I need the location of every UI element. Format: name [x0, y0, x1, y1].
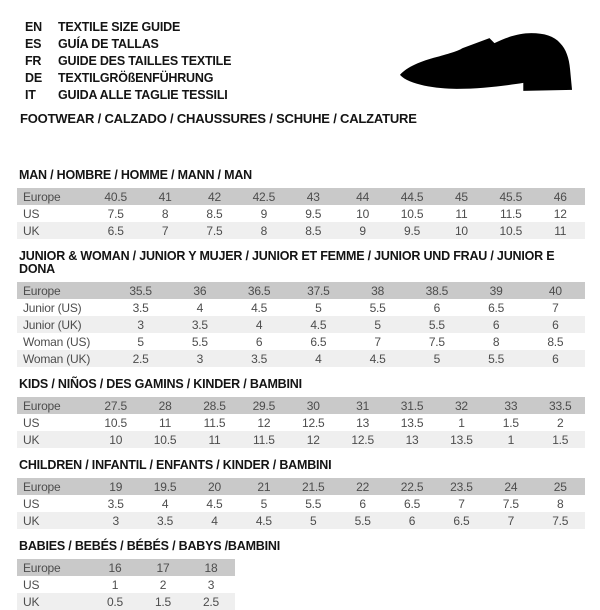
- table-row: [17, 576, 235, 593]
- size-cell: 3: [207, 577, 215, 592]
- row-label: US: [23, 206, 40, 221]
- category-title: FOOTWEAR / CALZADO / CHAUSSURES / SCHUHE / CALZATURE: [20, 111, 417, 126]
- size-cell: 4: [255, 317, 263, 332]
- size-cell: 5: [433, 351, 441, 366]
- size-cell: 20: [208, 479, 221, 494]
- size-cell: 5: [137, 334, 144, 349]
- table-row: [17, 222, 585, 239]
- size-cell: 9.5: [403, 223, 421, 238]
- size-cell: 33.5: [548, 398, 572, 413]
- size-cell: 6: [433, 300, 441, 315]
- size-cell: 5.5: [428, 317, 445, 332]
- table-row: [17, 431, 585, 448]
- size-cell: 7: [374, 334, 381, 349]
- size-cell: 6.5: [310, 334, 327, 349]
- size-cell: 33: [504, 398, 518, 413]
- size-cell: 37.5: [307, 283, 330, 298]
- size-cell: 8.5: [547, 334, 564, 349]
- size-cell: 8: [260, 223, 268, 238]
- size-cell: 1: [458, 415, 465, 430]
- table-row: [17, 350, 585, 367]
- size-cell: 8.5: [305, 223, 322, 238]
- row-label: Europe: [23, 189, 61, 204]
- size-cell: 6: [552, 351, 559, 366]
- size-cell: 31.5: [400, 398, 424, 413]
- size-cell: 40: [548, 283, 562, 298]
- size-cell: 4: [315, 351, 322, 366]
- size-cell: 13.5: [450, 432, 473, 447]
- size-cell: 23.5: [450, 479, 473, 494]
- section-title-babies: BABIES / BEBÉS / BÉBÉS / BABYS /BAMBINI: [19, 539, 280, 553]
- size-cell: 5.5: [369, 300, 386, 315]
- language-label: TEXTILE SIZE GUIDE: [58, 19, 181, 34]
- size-cell: 7: [458, 496, 465, 511]
- size-cell: 13.5: [400, 415, 424, 430]
- size-cell: 22.5: [400, 479, 424, 494]
- size-cell: 19.5: [153, 479, 177, 494]
- size-tables: [17, 169, 585, 610]
- size-cell: 7.5: [428, 334, 445, 349]
- size-table-babies: [17, 559, 235, 610]
- size-cell: 5: [374, 317, 381, 332]
- size-cell: 9.5: [305, 206, 322, 221]
- size-table-junior-woman: [17, 282, 585, 367]
- row-label: UK: [23, 223, 40, 238]
- size-cell: 8: [557, 496, 564, 511]
- size-cell: 40.5: [104, 189, 127, 204]
- size-cell: 36: [193, 283, 207, 298]
- size-cell: 9: [359, 223, 366, 238]
- table-row: [17, 478, 585, 495]
- row-label: Junior (UK): [23, 317, 82, 332]
- section-junior-woman: [17, 250, 585, 367]
- size-cell: 10.5: [499, 223, 523, 238]
- language-code: DE: [25, 70, 42, 85]
- size-cell: 11: [554, 223, 567, 238]
- size-cell: 27.5: [104, 398, 127, 413]
- size-cell: 6.5: [403, 496, 421, 511]
- guide-header: [17, 18, 585, 126]
- size-cell: 8: [161, 206, 169, 221]
- table-row: [17, 414, 585, 431]
- size-cell: 16: [108, 560, 122, 575]
- row-label: Europe: [23, 398, 61, 413]
- size-cell: 6.5: [453, 513, 470, 528]
- size-cell: 28.5: [203, 398, 226, 413]
- size-cell: 39: [489, 283, 503, 298]
- size-cell: 5.5: [191, 334, 208, 349]
- size-cell: 44: [356, 189, 370, 204]
- size-cell: 10: [356, 206, 370, 221]
- section-title-children: CHILDREN / INFANTIL / ENFANTS / KINDER / BAMBINI: [19, 458, 332, 472]
- size-table-children: [17, 478, 585, 529]
- size-cell: 1.5: [552, 432, 569, 447]
- size-cell: 19: [109, 479, 123, 494]
- size-cell: 38.5: [425, 283, 449, 298]
- size-cell: 32: [454, 398, 468, 413]
- size-cell: 10: [109, 432, 123, 447]
- size-cell: 1.5: [502, 415, 519, 430]
- size-table-man: [17, 188, 585, 239]
- size-cell: 5: [260, 496, 268, 511]
- size-cell: 4.5: [255, 513, 272, 528]
- size-cell: 22: [356, 479, 370, 494]
- size-cell: 45: [454, 189, 468, 204]
- size-cell: 6: [408, 513, 416, 528]
- dress-shoe-icon: [393, 26, 577, 98]
- language-code: EN: [25, 19, 42, 34]
- table-row: [17, 316, 585, 333]
- size-cell: 29.5: [252, 398, 276, 413]
- size-cell: 38: [371, 283, 385, 298]
- size-cell: 5.5: [305, 496, 322, 511]
- table-row: [17, 188, 585, 205]
- size-cell: 5: [310, 513, 317, 528]
- size-cell: 4.5: [369, 351, 386, 366]
- size-cell: 1: [111, 577, 119, 592]
- size-cell: 4.5: [251, 300, 268, 315]
- size-cell: 7.5: [502, 496, 519, 511]
- size-cell: 3.5: [157, 513, 174, 528]
- size-cell: 12: [306, 432, 320, 447]
- size-cell: 4: [211, 513, 218, 528]
- section-title-junior-woman: JUNIOR & WOMAN / JUNIOR Y MUJER / JUNIOR ET FEMME / JUNIOR UND FRAU / JUNIOR E DONA: [19, 249, 555, 276]
- size-cell: 10.5: [400, 206, 424, 221]
- size-cell: 8.5: [206, 206, 223, 221]
- size-cell: 35.5: [129, 283, 152, 298]
- size-cell: 17: [156, 560, 170, 575]
- size-cell: 3.5: [251, 351, 268, 366]
- language-code: IT: [25, 87, 36, 102]
- size-cell: 10.5: [104, 415, 127, 430]
- section-kids: [17, 378, 585, 448]
- row-label: Europe: [23, 560, 61, 575]
- table-row: [17, 333, 585, 350]
- size-cell: 7.5: [107, 206, 124, 221]
- section-children: [17, 459, 585, 529]
- size-cell: 1: [507, 432, 515, 447]
- size-cell: 45.5: [499, 189, 523, 204]
- row-label: Europe: [23, 479, 61, 494]
- language-label: TEXTILGRÖßENFÜHRUNG: [58, 70, 214, 85]
- section-title-kids: KIDS / NIÑOS / DES GAMINS / KINDER / BAMBINI: [19, 377, 302, 391]
- size-cell: 28: [158, 398, 172, 413]
- size-cell: 2.5: [132, 351, 149, 366]
- language-code: ES: [25, 36, 42, 51]
- size-cell: 6: [492, 317, 500, 332]
- size-cell: 7.5: [552, 513, 569, 528]
- row-label: UK: [23, 594, 40, 609]
- size-cell: 8: [492, 334, 500, 349]
- size-cell: 3.5: [132, 300, 149, 315]
- size-cell: 9: [260, 206, 268, 221]
- table-row: [17, 299, 585, 316]
- row-label: Woman (US): [23, 334, 91, 349]
- size-cell: 11: [455, 206, 468, 221]
- size-cell: 12: [553, 206, 567, 221]
- size-cell: 4: [196, 300, 204, 315]
- size-cell: 10.5: [153, 432, 177, 447]
- size-cell: 43: [306, 189, 320, 204]
- size-cell: 3.5: [191, 317, 208, 332]
- size-cell: 31: [356, 398, 370, 413]
- size-cell: 10: [454, 223, 468, 238]
- size-cell: 12: [257, 415, 271, 430]
- size-cell: 11.5: [203, 415, 226, 430]
- size-cell: 25: [553, 479, 567, 494]
- language-label: GUIDE DES TAILLES TEXTILE: [58, 53, 232, 68]
- size-cell: 12.5: [301, 415, 325, 430]
- row-label: US: [23, 415, 40, 430]
- size-cell: 18: [204, 560, 218, 575]
- size-cell: 6.5: [488, 300, 505, 315]
- size-cell: 42.5: [252, 189, 276, 204]
- size-cell: 6: [255, 334, 263, 349]
- size-cell: 24: [504, 479, 518, 494]
- size-cell: 30: [306, 398, 320, 413]
- size-cell: 3: [112, 513, 119, 528]
- size-cell: 11: [159, 415, 172, 430]
- size-cell: 2: [159, 577, 167, 592]
- language-label: GUÍA DE TALLAS: [58, 36, 159, 51]
- size-table-kids: [17, 397, 585, 448]
- size-cell: 46: [553, 189, 567, 204]
- row-label: US: [23, 496, 40, 511]
- size-cell: 3.5: [107, 496, 124, 511]
- table-row: [17, 495, 585, 512]
- size-cell: 7.5: [206, 223, 223, 238]
- size-cell: 3: [137, 317, 144, 332]
- table-row: [17, 559, 235, 576]
- table-row: [17, 397, 585, 414]
- size-cell: 7: [507, 513, 515, 528]
- size-cell: 3: [196, 351, 204, 366]
- row-label: Junior (US): [23, 300, 82, 315]
- table-row: [17, 512, 585, 529]
- size-cell: 36.5: [247, 283, 271, 298]
- size-cell: 1.5: [154, 594, 172, 609]
- size-cell: 11: [208, 432, 221, 447]
- size-cell: 41: [158, 189, 172, 204]
- size-cell: 11.5: [253, 432, 275, 447]
- size-cell: 5: [315, 300, 322, 315]
- size-cell: 4.5: [206, 496, 223, 511]
- size-cell: 4.5: [310, 317, 327, 332]
- row-label: US: [23, 577, 40, 592]
- size-cell: 21.5: [301, 479, 325, 494]
- size-cell: 5.5: [354, 513, 371, 528]
- size-cell: 5.5: [488, 351, 505, 366]
- size-cell: 4: [161, 496, 169, 511]
- section-man: [17, 169, 585, 239]
- row-label: UK: [23, 432, 40, 447]
- row-label: UK: [23, 513, 40, 528]
- row-label: Europe: [23, 283, 61, 298]
- size-cell: 6: [359, 496, 366, 511]
- size-cell: 6.5: [107, 223, 124, 238]
- table-row: [17, 593, 235, 610]
- size-cell: 0.5: [106, 594, 124, 609]
- size-cell: 13: [405, 432, 419, 447]
- size-cell: 12.5: [351, 432, 374, 447]
- size-cell: 21: [257, 479, 271, 494]
- table-row: [17, 282, 585, 299]
- section-title-man: MAN / HOMBRE / HOMME / MANN / MAN: [19, 168, 252, 182]
- row-label: Woman (UK): [23, 351, 91, 366]
- size-cell: 2.5: [202, 594, 220, 609]
- size-cell: 2: [557, 415, 564, 430]
- language-label: GUIDA ALLE TAGLIE TESSILI: [58, 87, 228, 102]
- size-cell: 13: [356, 415, 370, 430]
- size-cell: 42: [208, 189, 221, 204]
- language-code: FR: [25, 53, 42, 68]
- table-row: [17, 205, 585, 222]
- size-cell: 44.5: [400, 189, 424, 204]
- size-cell: 11.5: [499, 206, 522, 221]
- size-cell: 7: [161, 223, 169, 238]
- size-cell: 7: [552, 300, 559, 315]
- size-cell: 6: [552, 317, 559, 332]
